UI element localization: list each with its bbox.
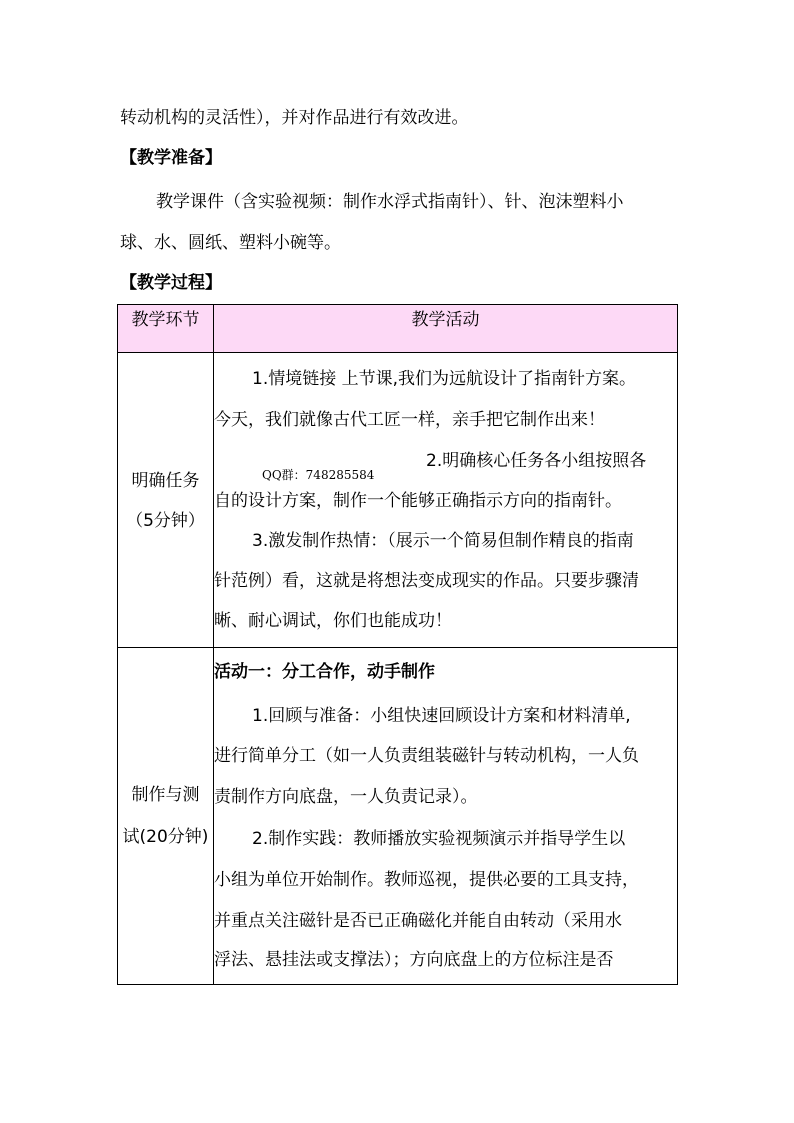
header-stage: 教学环节 [118, 305, 214, 353]
watermark-text: QQ群：748285584 [262, 468, 375, 482]
intro-text-line: 转动机构的灵活性），并对作品进行有效改进。 [120, 108, 469, 128]
table-row [118, 648, 678, 985]
stage-cell [118, 353, 214, 648]
section-heading-process: 【教学过程】 [120, 273, 222, 293]
activity-line: 自的设计方案，制作一个能够正确指示方向的指南针。 [214, 491, 622, 511]
activity-line: 责制作方向底盘，一人负责记录）。 [214, 787, 478, 807]
preparation-text-line-1: 教学课件（含实验视频：制作水浮式指南针）、针、泡沫塑料小 [156, 192, 624, 212]
stage-label-line-2: （5分钟） [126, 511, 205, 531]
stage-label-line-2: 试(20分钟) [122, 827, 209, 847]
activity-line: 晰、耐心调试，你们也能成功！ [214, 611, 452, 631]
activity-cell [214, 353, 678, 648]
stage-label-line-1: 明确任务 [131, 471, 200, 491]
table-row [118, 353, 678, 648]
header-activity: 教学活动 [214, 305, 678, 353]
activity-line: 小组为单位开始制作。教师巡视，提供必要的工具支持， [214, 870, 639, 890]
activity-line: 1.回顾与准备：小组快速回顾设计方案和材料清单, [252, 706, 631, 726]
activity-line: 今天，我们就像古代工匠一样，亲手把它制作出来！ [214, 410, 605, 430]
preparation-text-line-2: 球、水、圆纸、塑料小碗等。 [120, 233, 341, 253]
activity-line: 1.情境链接 上节课,我们为远航设计了指南针方案。 [252, 369, 637, 389]
activity-line: 进行简单分工（如一人负责组装磁针与转动机构，一人负 [214, 746, 639, 766]
table-header-row [118, 305, 678, 353]
activity-line: 2.明确核心任务各小组按照各 [426, 451, 647, 471]
activity-line: 3.激发制作热情：（展示一个简易但制作精良的指南 [252, 531, 634, 551]
activity-line: 针范例）看，这就是将想法变成现实的作品。只要步骤清 [214, 571, 639, 591]
stage-cell [118, 648, 214, 985]
stage-label-line-1: 制作与测 [131, 785, 200, 805]
activity-line: 2.制作实践：教师播放实验视频演示并指导学生以 [252, 829, 626, 849]
activity-cell [214, 648, 678, 985]
section-heading-preparation: 【教学准备】 [120, 148, 222, 168]
lesson-table [117, 304, 678, 985]
activity-line: 浮法、悬挂法或支撑法）；方向底盘上的方位标注是否 [214, 950, 614, 970]
activity-title: 活动一：分工合作，动手制作 [214, 662, 435, 682]
activity-line: 并重点关注磁针是否已正确磁化并能自由转动（采用水 [214, 911, 622, 931]
